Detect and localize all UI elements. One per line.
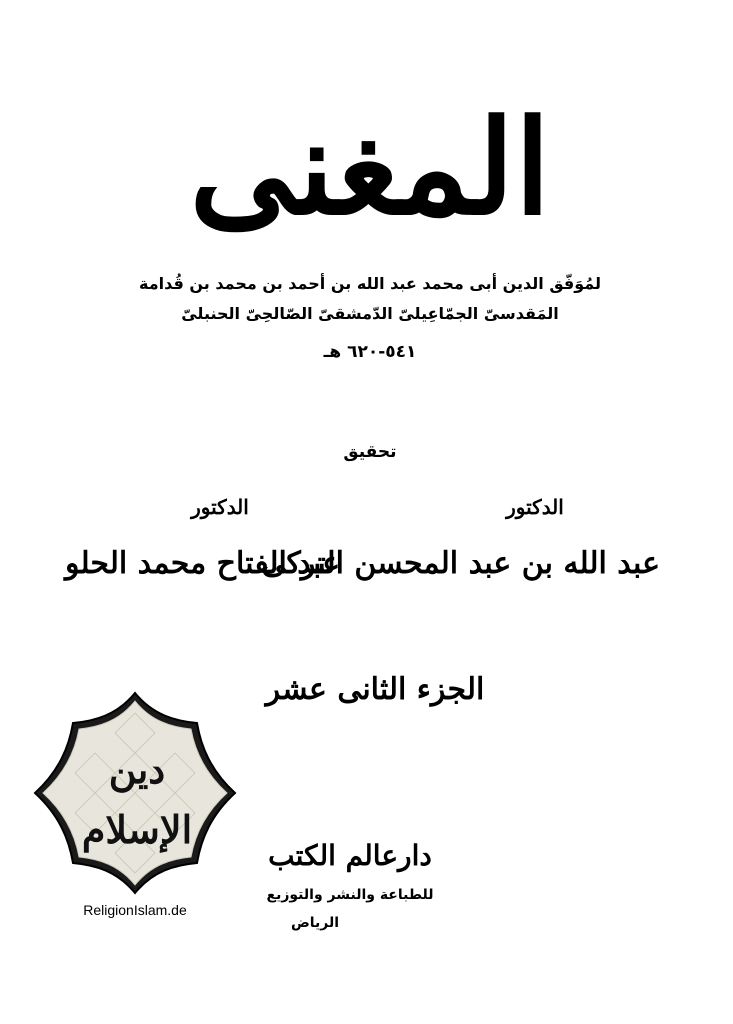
editor-2-name: عبد الفتاح محمد الحلو xyxy=(64,546,340,581)
book-title: المغنى xyxy=(189,91,551,244)
author-line-2: المَقدسىّ الجمّاعِيلىّ الدّمشقىّ الصّالحِىّ الحنبلىّ xyxy=(181,304,559,323)
publisher-subtitle: للطباعة والنشر والتوزيع xyxy=(266,887,434,903)
author-dates: ٥٤١-٦٢٠ هـ xyxy=(323,342,417,362)
editor-1-name: عبد الله بن عبد المحسن التركى xyxy=(261,546,660,581)
author-line-1: لمُوَفّق الدين أبى محمد عبد الله بن أحمد بن محمد بن قُدامة xyxy=(138,274,601,293)
publisher-name: دارعالم الكتب xyxy=(268,839,432,872)
editor-1-title: الدكتور xyxy=(506,495,564,519)
tahqiq-label: تحقيق xyxy=(343,442,397,462)
volume-label: الجزء الثانى عشر xyxy=(265,672,485,707)
watermark-site: ReligionIslam.de xyxy=(83,902,187,918)
watermark-logo-text: دين الإسلام xyxy=(81,747,193,852)
publisher-city: الرياض xyxy=(290,915,340,931)
editor-2-title: الدكتور xyxy=(191,495,249,519)
